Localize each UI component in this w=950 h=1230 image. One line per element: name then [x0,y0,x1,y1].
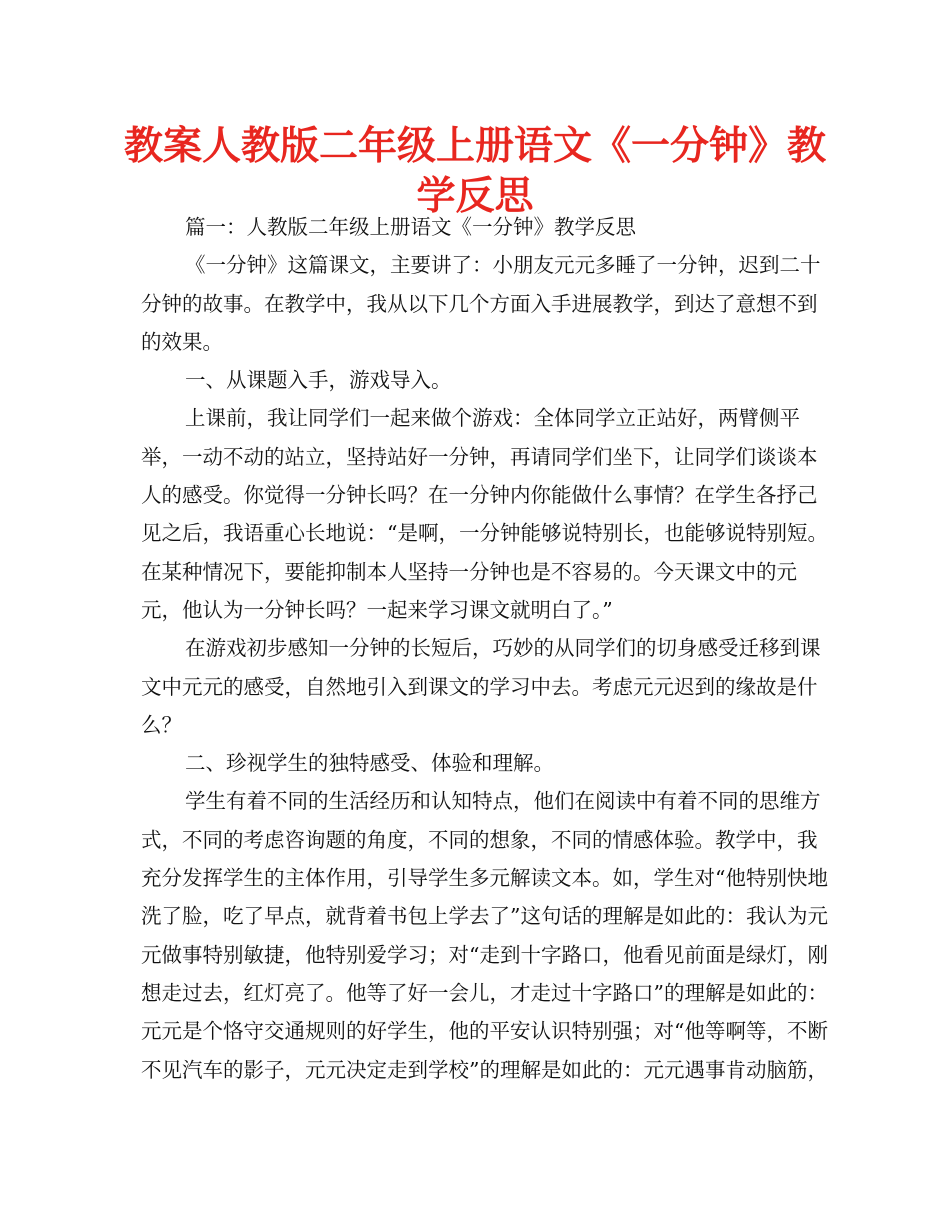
paragraph-game-reflection: 在游戏初步感知一分钟的长短后，巧妙的从同学们的切身感受迁移到课文中元元的感受，自然地引入到课文的学习中去。考虑元元迟到的缘故是什么？ [141,636,821,737]
paragraph-point-one-heading: 一、从课题入手，游戏导入。 [185,368,452,393]
document-title: 教案人教版二年级上册语文《一分钟》教学反思 [123,124,826,219]
paragraph-point-two-heading: 二、珍视学生的独特感受、体验和理解。 [185,751,554,776]
document-body [141,208,829,1089]
paragraph-game-description: 上课前，我让同学们一起来做个游戏：全体同学立正站好，两臂侧平举，一动不动的站立，坚持站好一分钟，再请同学们坐下，让同学们谈谈本人的感受。你觉得一分钟长吗？在一分钟内你能做什么事情？在学生各抒己见之后，我语重心长地说：“是啊，一分钟能够说特别长，也能够说特别短。在某种情况下，要能抑制本人坚持一分钟也是不容易的。今天课文中的元元，他认为一分钟长吗？一起来学习课文就明白了。” [141,406,828,622]
paragraph-section-heading: 篇一：人教版二年级上册语文《一分钟》教学反思 [185,215,636,239]
paragraph-student-experience: 学生有着不同的生活经历和认知特点，他们在阅读中有着不同的思维方式，不同的考虑咨询题的角度，不同的想象，不同的情感体验。教学中，我充分发挥学生的主体作用，引导学生多元解读文本。如，学生对“他特别快地洗了脸，吃了早点，就背着书包上学去了”这句话的理解是如此的：我认为元元做事特别敏捷，他特别爱学习；对“走到十字路口，他看见前面是绿灯，刚想走过去，红灯亮了。他等了好一会儿，才走过十字路口”的理解是如此的：元元是个恪守交通规则的好学生，他的平安认识特别强；对“他等啊等，不断不见汽车的影子，元元决定走到学校”的理解是如此的：元元遇事肯动脑筋， [141,789,828,1082]
paragraph-intro: 《一分钟》这篇课文，主要讲了：小朋友元元多睡了一分钟，迟到二十分钟的故事。在教学中，我从以下几个方面入手进展教学，到达了意想不到的效果。 [141,253,821,354]
